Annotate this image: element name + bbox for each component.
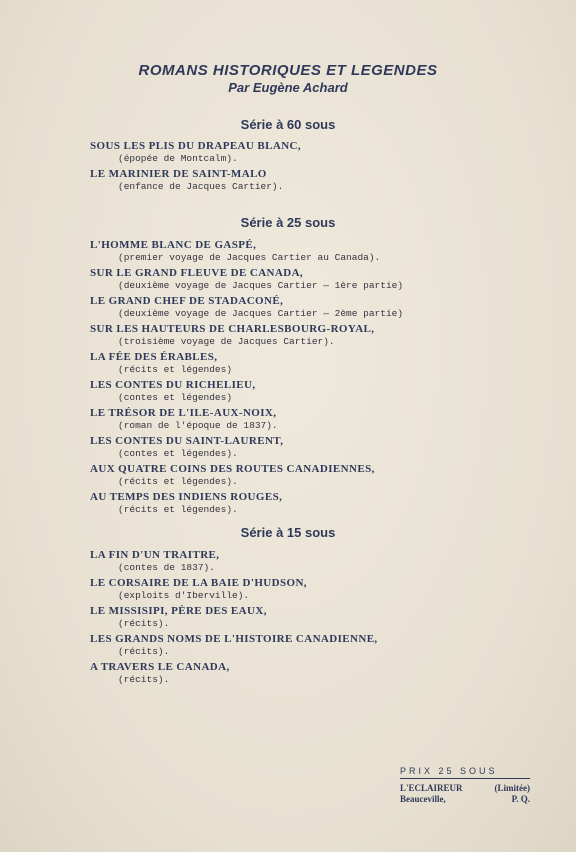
list-item bbox=[90, 661, 576, 686]
book-subtitle: (troisième voyage de Jacques Cartier). bbox=[118, 336, 335, 347]
book-list-60 bbox=[0, 140, 576, 196]
list-item bbox=[90, 323, 576, 348]
series-heading-25: Série à 25 sous bbox=[240, 215, 336, 230]
location-row bbox=[400, 794, 530, 805]
book-subtitle: (récits et légendes). bbox=[118, 504, 238, 515]
book-subtitle: (récits et légendes). bbox=[118, 476, 238, 487]
book-title: A TRAVERS LE CANADA, bbox=[90, 661, 230, 673]
list-item bbox=[90, 267, 576, 292]
book-title: SUR LES HAUTEURS DE CHARLESBOURG-ROYAL, bbox=[90, 323, 375, 335]
book-subtitle: (contes et légendes) bbox=[118, 392, 233, 403]
publisher-note: (Limitée) bbox=[494, 783, 530, 793]
page-title: ROMANS HISTORIQUES ET LEGENDES bbox=[138, 62, 438, 79]
book-title: SOUS LES PLIS DU DRAPEAU BLANC, bbox=[90, 140, 302, 152]
publisher-province: P. Q. bbox=[511, 794, 530, 804]
publisher-footer bbox=[400, 766, 530, 805]
publisher-name: L'ECLAIREUR bbox=[400, 783, 463, 793]
book-subtitle: (deuxième voyage de Jacques Cartier — 2ème partie) bbox=[118, 308, 404, 319]
book-title: LE CORSAIRE DE LA BAIE D'HUDSON, bbox=[90, 577, 307, 589]
price-label: PRIX 25 SOUS bbox=[400, 766, 530, 779]
publisher-city: Beauceville, bbox=[400, 794, 446, 804]
list-item bbox=[90, 239, 576, 264]
list-item bbox=[90, 351, 576, 376]
book-title: LA FÉE DES ÉRABLES, bbox=[90, 351, 218, 363]
series-heading-60: Série à 60 sous bbox=[240, 117, 336, 132]
list-item bbox=[90, 633, 576, 658]
book-title: L'HOMME BLANC DE GASPÉ, bbox=[90, 239, 257, 251]
list-item bbox=[90, 463, 576, 488]
list-item bbox=[90, 379, 576, 404]
book-title: LES CONTES DU RICHELIEU, bbox=[90, 379, 256, 391]
book-subtitle: (exploits d'Iberville). bbox=[118, 590, 250, 601]
book-subtitle: (récits). bbox=[118, 618, 170, 629]
publisher-row bbox=[400, 783, 530, 794]
book-subtitle: (épopée de Montcalm). bbox=[118, 153, 238, 164]
book-subtitle: (contes de 1837). bbox=[118, 562, 215, 573]
book-title: LE GRAND CHEF DE STADACONÉ, bbox=[90, 295, 284, 307]
list-item bbox=[90, 407, 576, 432]
book-title: LES GRANDS NOMS DE L'HISTOIRE CANADIENNE, bbox=[90, 633, 378, 645]
book-subtitle: (premier voyage de Jacques Cartier au Canada). bbox=[118, 252, 381, 263]
list-item bbox=[90, 577, 576, 602]
book-list-25 bbox=[0, 239, 576, 519]
book-title: LES CONTES DU SAINT-LAURENT, bbox=[90, 435, 284, 447]
list-item bbox=[90, 549, 576, 574]
book-subtitle: (roman de l'époque de 1837). bbox=[118, 420, 278, 431]
book-subtitle: (récits et légendes) bbox=[118, 364, 233, 375]
list-item bbox=[90, 295, 576, 320]
author-line: Par Eugène Achard bbox=[228, 80, 348, 95]
book-title: LE MISSISIPI, PÈRE DES EAUX, bbox=[90, 605, 267, 617]
book-title: LE MARINIER DE SAINT-MALO bbox=[90, 168, 267, 180]
book-subtitle: (contes et légendes). bbox=[118, 448, 238, 459]
book-title: SUR LE GRAND FLEUVE DE CANADA, bbox=[90, 267, 304, 279]
book-subtitle: (récits). bbox=[118, 674, 170, 685]
book-title: AUX QUATRE COINS DES ROUTES CANADIENNES, bbox=[90, 463, 375, 475]
book-subtitle: (enfance de Jacques Cartier). bbox=[118, 181, 284, 192]
list-item bbox=[90, 140, 576, 165]
list-item bbox=[90, 605, 576, 630]
book-list-15 bbox=[0, 549, 576, 689]
book-title: LE TRÉSOR DE L'ILE-AUX-NOIX, bbox=[90, 407, 277, 419]
book-title: LA FIN D'UN TRAITRE, bbox=[90, 549, 220, 561]
book-title: AU TEMPS DES INDIENS ROUGES, bbox=[90, 491, 283, 503]
list-item bbox=[90, 168, 576, 193]
book-subtitle: (récits). bbox=[118, 646, 170, 657]
series-heading-15: Série à 15 sous bbox=[240, 525, 336, 540]
list-item bbox=[90, 491, 576, 516]
list-item bbox=[90, 435, 576, 460]
book-subtitle: (deuxième voyage de Jacques Cartier — 1ère partie) bbox=[118, 280, 404, 291]
